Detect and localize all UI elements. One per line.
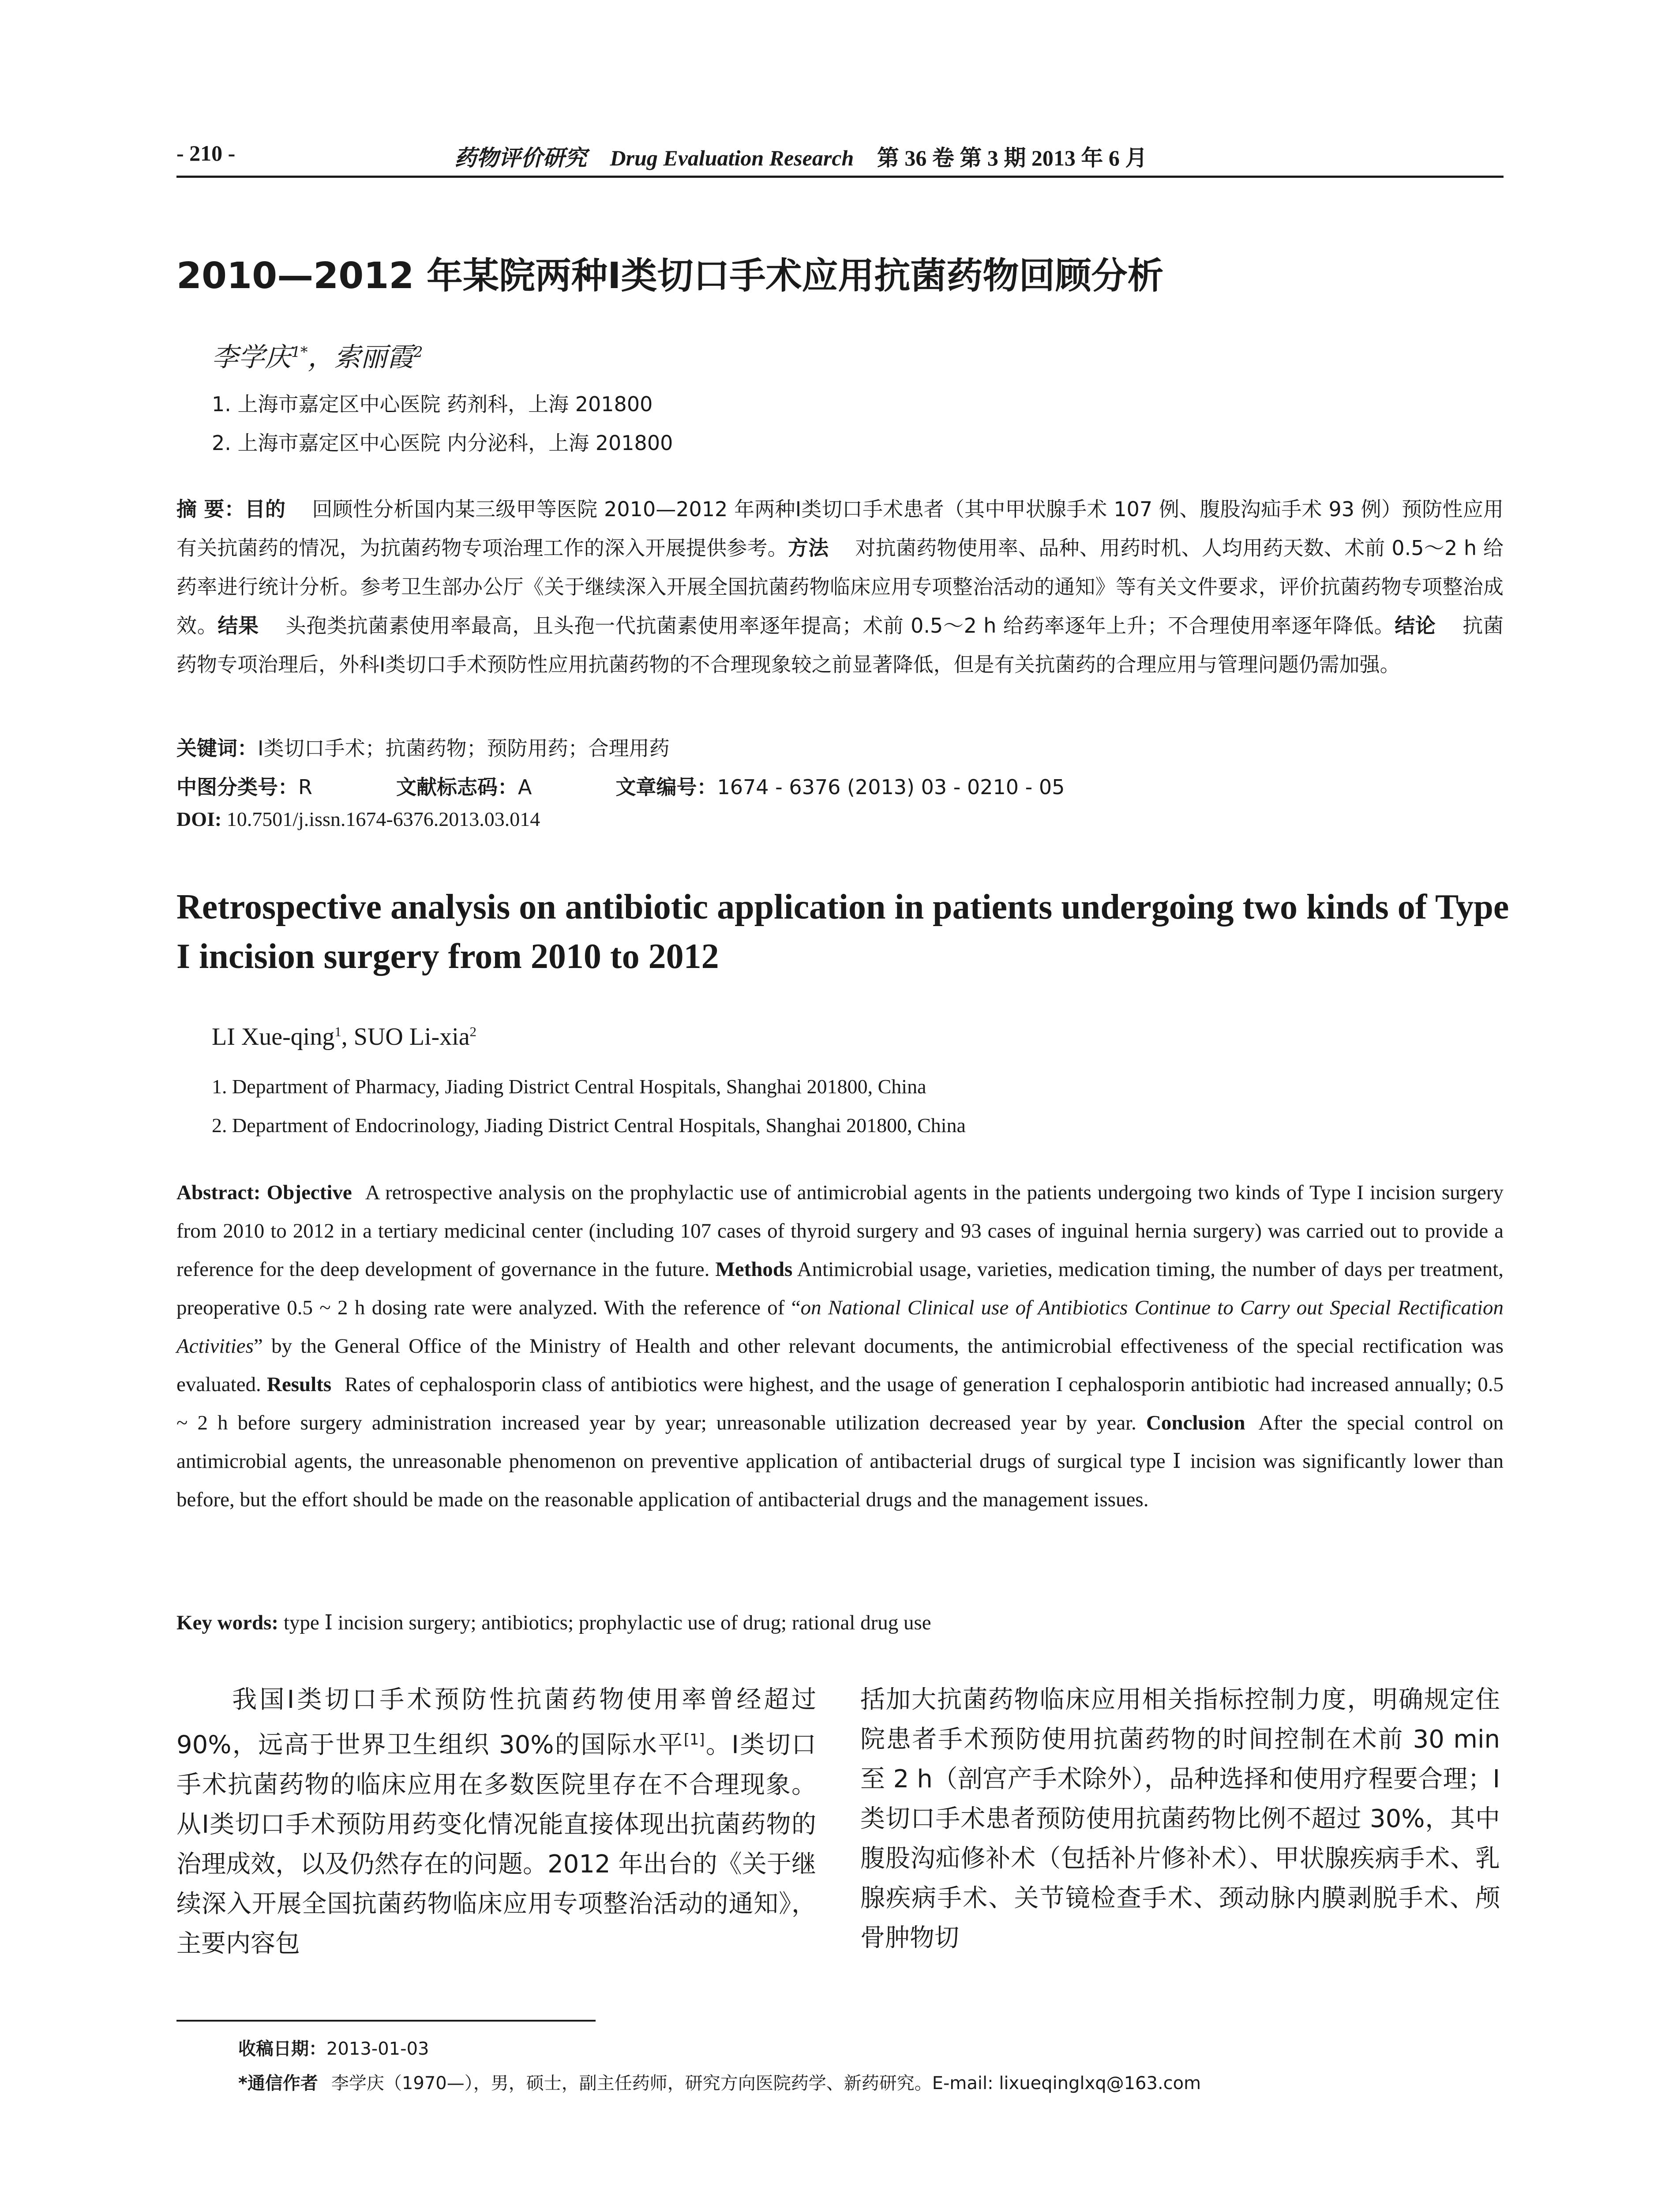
cn-keywords-label: 关键词： bbox=[176, 736, 258, 760]
issue-info: 第 36 卷 第 3 期 2013 年 6 月 bbox=[877, 146, 1148, 170]
cn-abstract bbox=[176, 490, 1504, 684]
en-affiliation-1: 1. Department of Pharmacy, Jiading District Central Hospitals, Shanghai 201800, China bbox=[212, 1075, 926, 1098]
en-abstract bbox=[176, 1174, 1504, 1519]
en-objective-text: A retrospective analysis on the prophylactic use of antimicrobial agents in the patients undergoing two kinds of Type I incision surgery from 2010 to 2012 in a tertiary medicinal center (including 107 cases of thyroid surgery and 93 cases of inguinal hernia surgery) was carried out to provide a reference for the deep development of governance in the future. bbox=[176, 1181, 1504, 1281]
cn-methods-text: 对抗菌药物使用率、品种、用药时机、人均用药天数、术前 0.5～2 h 给药率进行统计分析。参考卫生部办公厅《关于继续深入开展全国抗菌药物临床应用专项整治活动的通知》等有关文件要求，评价抗菌药物专项整治成效。 bbox=[176, 536, 1504, 638]
page-number: - 210 - bbox=[176, 141, 236, 165]
cn-authors bbox=[212, 336, 423, 374]
cn-affiliation-1: 1. 上海市嘉定区中心医院 药剂科，上海 201800 bbox=[212, 392, 653, 416]
cn-results-text: 头孢类抗菌素使用率最高，且头孢一代抗菌素使用率逐年提高；术前 0.5～2 h 给药率逐年上升；不合理使用率逐年降低。 bbox=[285, 614, 1395, 638]
received-date: 2013-01-03 bbox=[326, 2039, 429, 2059]
footnote-received bbox=[238, 2035, 429, 2060]
body-left-text-2: 。Ⅰ类切口手术抗菌药物的临床应用在多数医院里存在不合理现象。从Ⅰ类切口手术预防用药变化情况能直接体现出抗菌药物的治理成效，以及仍然存在的问题。2012 年出台的《关于继续深入开展全国抗菌药物临床应用专项整治活动的通知》，主要内容包 bbox=[176, 1730, 816, 1958]
corr-text: 李学庆（1970—），男，硕士，副主任药师，研究方向医院药学、新药研究。E-mail: lixueqinglxq@163.com bbox=[331, 2073, 1201, 2093]
cn-author-sep: ， bbox=[308, 342, 334, 373]
clc-value: R bbox=[298, 775, 312, 799]
en-methods-label: Methods bbox=[715, 1258, 793, 1281]
cn-objective-label: 目的 bbox=[244, 497, 286, 521]
cn-author-2: 索丽霞 bbox=[334, 342, 414, 373]
en-conclusion-text: After the special control on antimicrobial agents, the unreasonable phenomenon on preventive application of antibacterial drugs of surgical type Ⅰ incision was significantly lower than before, but the effort should be made on the reasonable application of antibacterial drugs and the management issues. bbox=[176, 1411, 1504, 1511]
cn-author-2-sup: 2 bbox=[413, 343, 423, 360]
clc-label: 中图分类号： bbox=[176, 775, 298, 799]
journal-logo: 药物评价研究 bbox=[454, 145, 587, 171]
cn-objective-text: 回顾性分析国内某三级甲等医院 2010—2012 年两种Ⅰ类切口手术患者（其中甲状腺手术 107 例、腹股沟疝手术 93 例）预防性应用有关抗菌药的情况，为抗菌药物专项治理工作的深入开展提供参考。 bbox=[176, 497, 1504, 560]
en-methods-text-1: Antimicrobial usage, varieties, medication timing, the number of days per treatment, preoperative 0.5 ~ 2 h dosing rate were analyzed. With the reference of “ bbox=[176, 1258, 1504, 1319]
en-author-sep: , bbox=[341, 1023, 354, 1050]
en-methods-text-2: ” by the General Office of the Ministry of Health and other relevant documents, the antimicrobial effectiveness of the special rectification was evaluated. bbox=[176, 1335, 1504, 1396]
footnote-rule bbox=[176, 2020, 596, 2022]
en-author-1: LI Xue-qing bbox=[212, 1023, 335, 1050]
journal-name: Drug Evaluation Research bbox=[610, 146, 854, 170]
en-abstract-label: Abstract: Objective bbox=[176, 1181, 352, 1204]
cn-affiliation-2: 2. 上海市嘉定区中心医院 内分泌科，上海 201800 bbox=[212, 431, 673, 455]
cn-methods-label: 方法 bbox=[788, 536, 829, 560]
doc-code-label: 文献标志码： bbox=[396, 775, 518, 799]
cn-classification bbox=[176, 771, 1065, 800]
cn-conclusion-text: 抗菌药物专项治理后，外科Ⅰ类切口手术预防性应用抗菌药物的不合理现象较之前显著降低，但是有关抗菌药的合理应用与管理问题仍需加强。 bbox=[176, 614, 1504, 676]
header-rule bbox=[176, 176, 1504, 178]
cn-results-label: 结果 bbox=[218, 614, 259, 638]
cn-title: 2010—2012 年某院两种Ⅰ类切口手术应用抗菌药物回顾分析 bbox=[176, 255, 1164, 297]
en-title: Retrospective analysis on antibiotic application in patients undergoing two kinds of Type I incision surgery from 2010 to 2012 bbox=[176, 888, 1509, 976]
cn-abstract-label: 摘 要： bbox=[176, 497, 245, 521]
en-conclusion-label: Conclusion bbox=[1146, 1411, 1245, 1434]
en-keywords bbox=[176, 1610, 931, 1635]
doc-code-value: A bbox=[518, 775, 532, 799]
cn-author-1-sup: 1* bbox=[291, 343, 308, 360]
en-methods-italic: on National Clinical use of Antibiotics Continue to Carry out Special Rectification Activities bbox=[176, 1296, 1504, 1358]
body-column-right: 括加大抗菌药物临床应用相关指标控制力度，明确规定住院患者手术预防使用抗菌药物的时间控制在术前 30 min 至 2 h（剖宫产手术除外），品种选择和使用疗程要合理；Ⅰ类切口手术患者预防使用抗菌药物比例不超过 30%，其中腹股沟疝修补术（包括补片修补术）、甲状腺疾病手术、乳腺疾病手术、关节镜检查手术、颈动脉内膜剥脱手术、颅骨肿物切 bbox=[860, 1685, 1500, 1952]
corr-label: *通信作者 bbox=[238, 2073, 318, 2093]
en-author-2: SUO Li-xia bbox=[353, 1023, 470, 1050]
running-header bbox=[454, 140, 1147, 172]
cn-author-1: 李学庆 bbox=[212, 342, 291, 373]
received-label: 收稿日期： bbox=[238, 2039, 326, 2059]
cn-conclusion-label: 结论 bbox=[1395, 614, 1436, 638]
en-results-text: Rates of cephalosporin class of antibiotics were highest, and the usage of generation I cephalosporin antibiotic had increased annually; 0.5 ~ 2 h before surgery administration increased year by year; unreasonable utilization decreased year by year. bbox=[176, 1373, 1504, 1434]
body-column-left bbox=[176, 1680, 816, 1964]
article-no-value: 1674 - 6376 (2013) 03 - 0210 - 05 bbox=[717, 775, 1065, 799]
en-authors bbox=[212, 1023, 476, 1051]
en-author-2-sup: 2 bbox=[469, 1024, 477, 1039]
en-results-label: Results bbox=[266, 1373, 332, 1396]
footnote-corresponding bbox=[238, 2069, 1201, 2094]
cn-keywords-text: Ⅰ类切口手术；抗菌药物；预防用药；合理用药 bbox=[258, 736, 670, 760]
en-author-1-sup: 1 bbox=[334, 1024, 341, 1039]
article-no-label: 文章编号： bbox=[615, 775, 717, 799]
citation-1[interactable]: [1] bbox=[683, 1731, 705, 1748]
cn-keywords bbox=[176, 732, 670, 762]
en-keywords-label: Key words: bbox=[176, 1611, 279, 1634]
doi-value: 10.7501/j.issn.1674-6376.2013.03.014 bbox=[226, 808, 540, 830]
en-affiliation-2: 2. Department of Endocrinology, Jiading District Central Hospitals, Shanghai 201800, China bbox=[212, 1114, 966, 1137]
doi-line bbox=[176, 807, 540, 831]
en-keywords-text: type Ⅰ incision surgery; antibiotics; prophylactic use of drug; rational drug use bbox=[283, 1611, 931, 1634]
body-left-text-1: 我国Ⅰ类切口手术预防性抗菌药物使用率曾经超过 90%，远高于世界卫生组织 30%的国际水平 bbox=[176, 1685, 816, 1760]
doi-label: DOI: bbox=[176, 808, 222, 830]
